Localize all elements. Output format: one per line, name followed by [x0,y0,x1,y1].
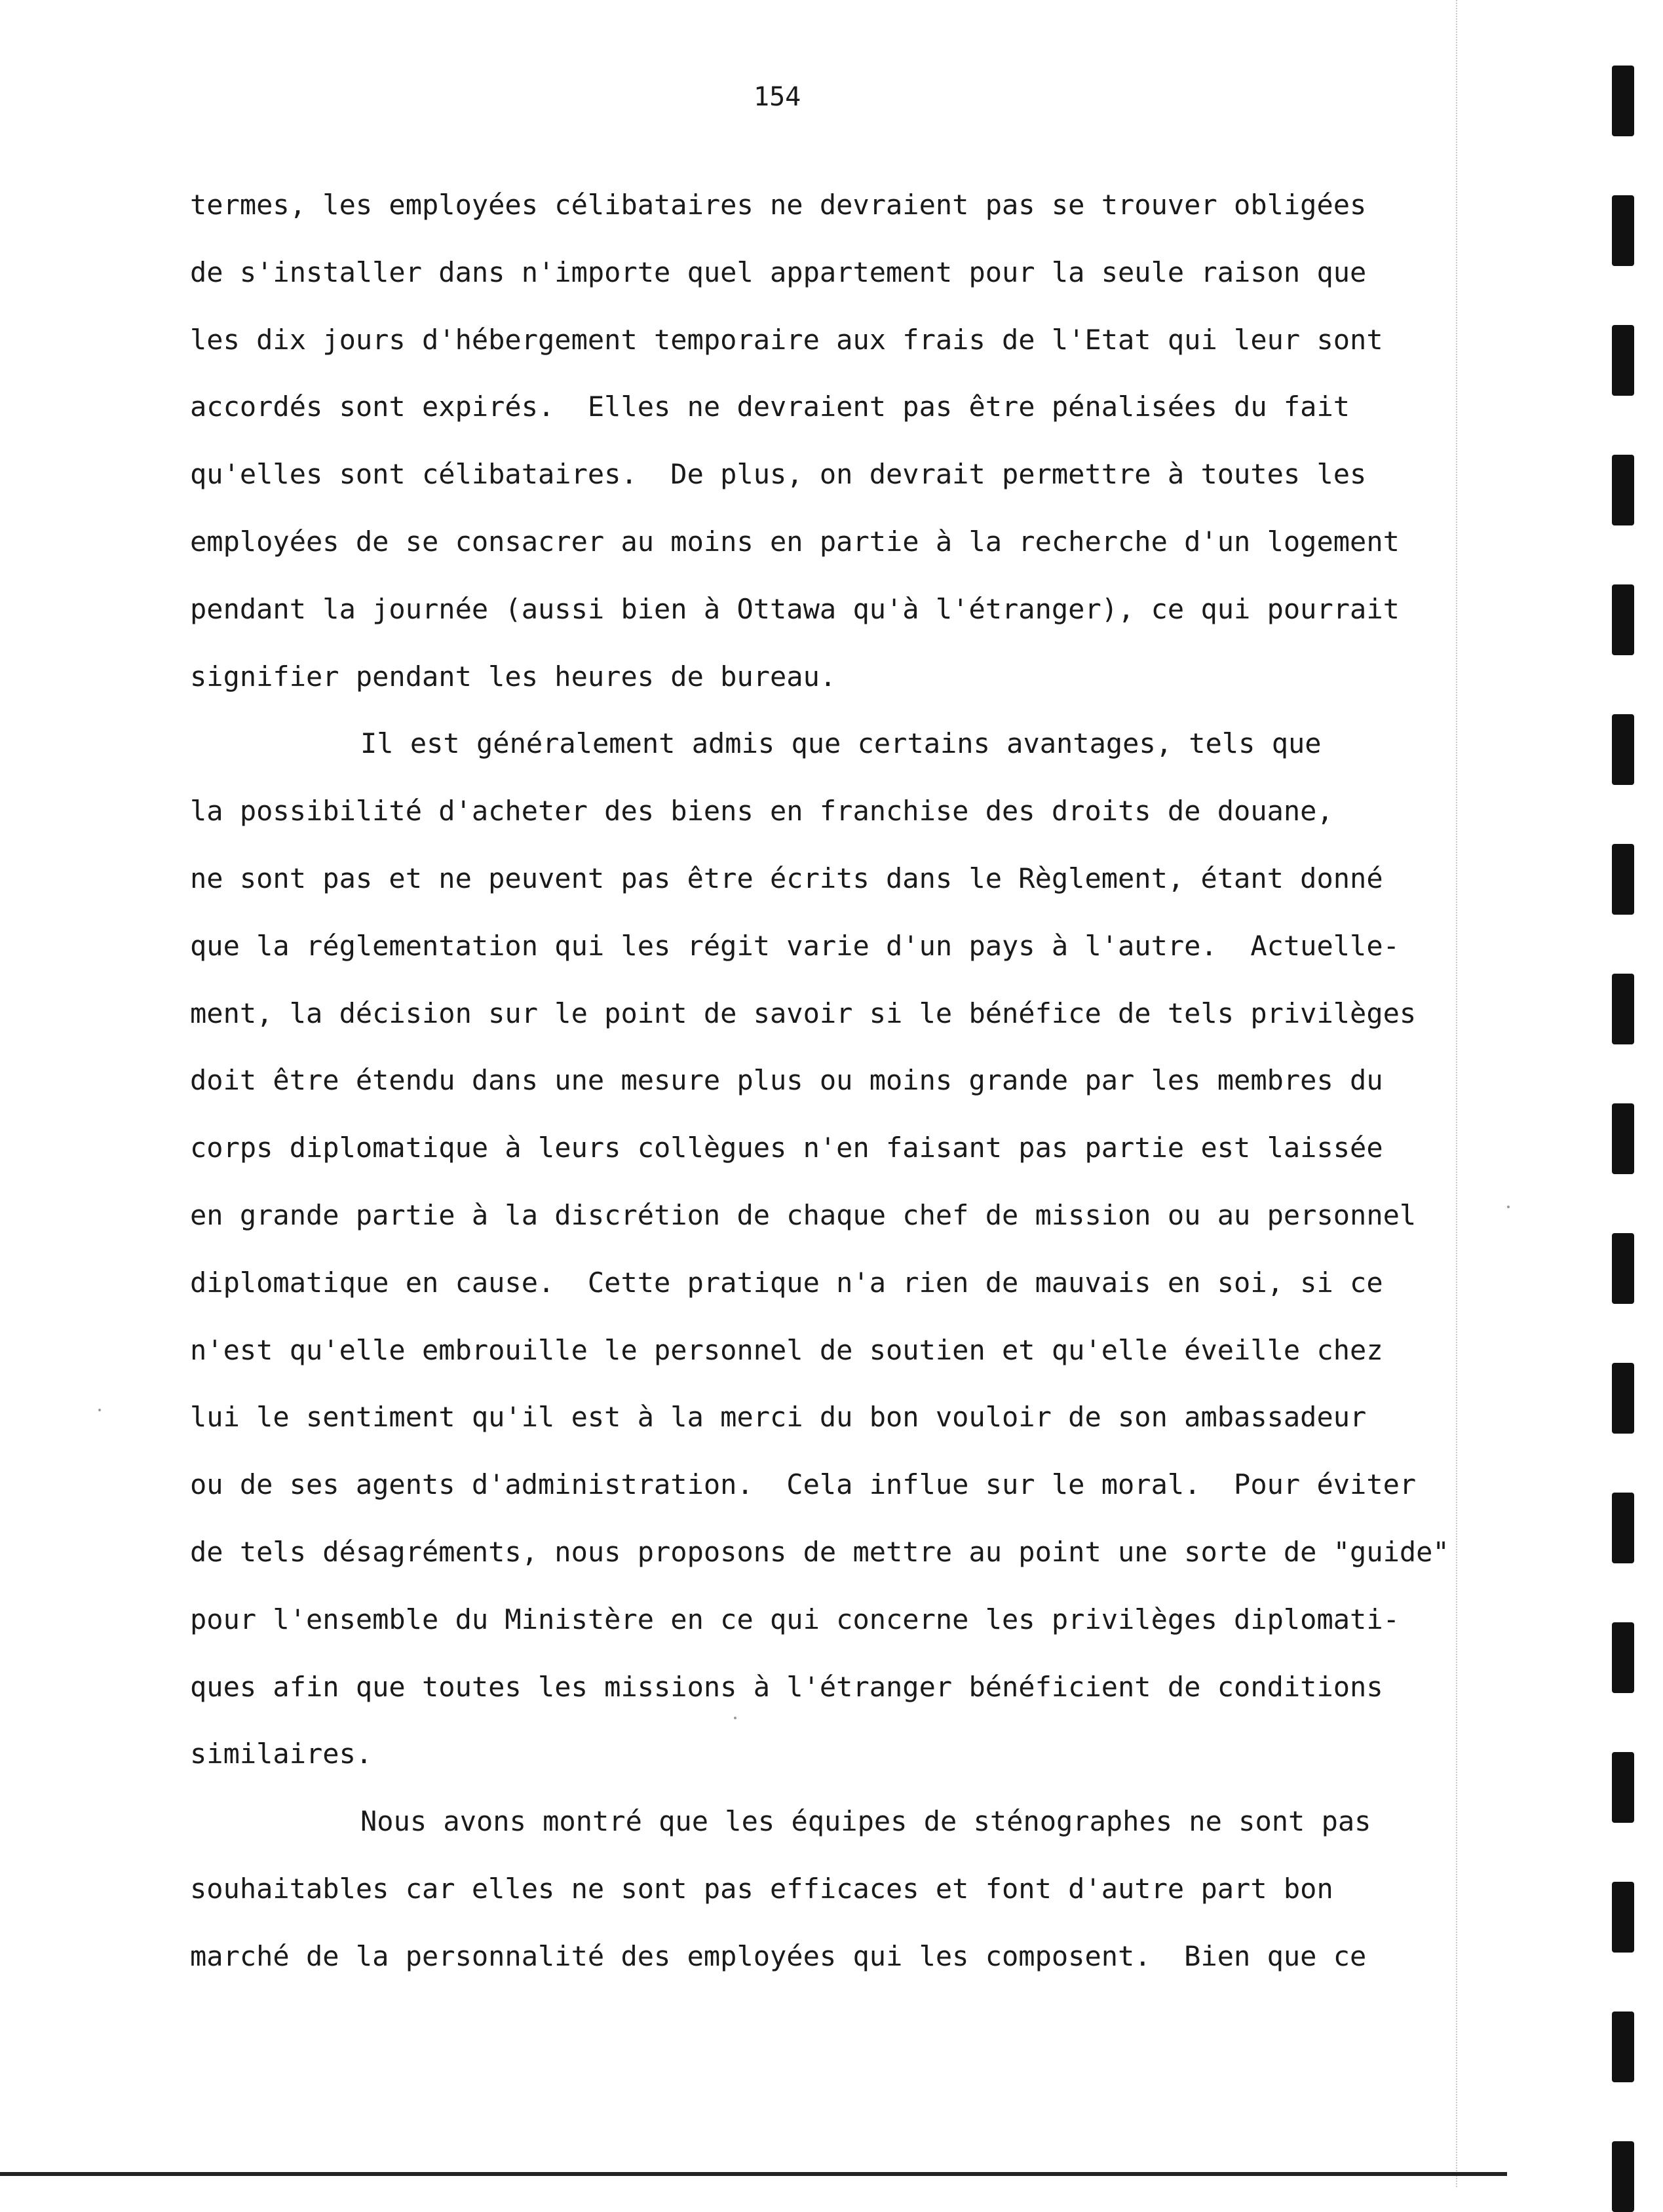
binder-hole-mark [1612,1233,1634,1304]
text-line: qu'elles sont célibataires. De plus, on devrait permettre à toutes les [190,458,1367,491]
paragraph-start-line: Il est généralement admis que certains avantages, tels que [360,727,1322,760]
text-line: de s'installer dans n'importe quel appartement pour la seule raison que [190,256,1367,288]
binder-hole-mark [1612,974,1634,1044]
text-line: doit être étendu dans une mesure plus ou moins grande par les membres du [190,1064,1383,1097]
binder-hole-mark [1612,1622,1634,1693]
binder-hole-mark [1612,584,1634,655]
binder-hole-mark [1612,455,1634,525]
scan-speck [1507,1206,1510,1208]
binder-hole-mark [1612,66,1634,136]
scan-speck [734,1717,736,1719]
page-fold-line [1456,0,1457,2187]
binder-hole-mark [1612,2012,1634,2082]
text-line: diplomatique en cause. Cette pratique n'a rien de mauvais en soi, si ce [190,1266,1383,1299]
binder-hole-mark [1612,1752,1634,1823]
binder-hole-mark [1612,325,1634,396]
text-line: les dix jours d'hébergement temporaire aux frais de l'Etat qui leur sont [190,323,1383,356]
text-line: corps diplomatique à leurs collègues n'en faisant pas partie est laissée [190,1132,1383,1164]
text-line: employées de se consacrer au moins en partie à la recherche d'un logement [190,525,1400,558]
text-line: signifier pendant les heures de bureau. [190,660,837,693]
binder-hole-strip [1612,52,1638,2182]
bottom-edge-rule [0,2172,1507,2176]
text-line: en grande partie à la discrétion de chaque chef de mission ou au personnel [190,1198,1417,1231]
body-text [190,182,1448,2001]
text-line: pour l'ensemble du Ministère en ce qui concerne les privilèges diplomati- [190,1603,1400,1635]
text-line: n'est qu'elle embrouille le personnel de soutien et qu'elle éveille chez [190,1333,1383,1366]
text-line: pendant la journée (aussi bien à Ottawa qu'à l'étranger), ce qui pourrait [190,592,1400,625]
binder-hole-mark [1612,1363,1634,1434]
text-line: la possibilité d'acheter des biens en franchise des droits de douane, [190,795,1333,828]
page-number: 154 [754,82,801,112]
text-line: marché de la personnalité des employées qui les composent. Bien que ce [190,1939,1367,1972]
text-line: ques afin que toutes les missions à l'étranger bénéficient de conditions [190,1670,1383,1703]
text-line: de tels désagréments, nous proposons de mettre au point une sorte de "guide" [190,1535,1449,1568]
text-line: termes, les employées célibataires ne devraient pas se trouver obligées [190,189,1367,221]
text-line: ou de ses agents d'administration. Cela influe sur le moral. Pour éviter [190,1468,1417,1501]
text-line: ment, la décision sur le point de savoir si le bénéfice de tels privilèges [190,997,1417,1029]
text-line: souhaitables car elles ne sont pas efficaces et font d'autre part bon [190,1872,1333,1905]
text-line: similaires. [190,1738,373,1770]
binder-hole-mark [1612,1493,1634,1563]
text-line: lui le sentiment qu'il est à la merci du bon vouloir de son ambassadeur [190,1401,1367,1434]
binder-hole-mark [1612,714,1634,785]
scan-speck [98,1409,101,1411]
text-line: accordés sont expirés. Elles ne devraient pas être pénalisées du fait [190,391,1350,423]
binder-hole-mark [1612,844,1634,915]
text-line: ne sont pas et ne peuvent pas être écrits dans le Règlement, étant donné [190,862,1383,894]
binder-hole-mark [1612,2141,1634,2212]
text-line: que la réglementation qui les régit varie d'un pays à l'autre. Actuelle- [190,929,1400,962]
paragraph-start-line: Nous avons montré que les équipes de sténographes ne sont pas [360,1805,1371,1838]
binder-hole-mark [1612,195,1634,266]
binder-hole-mark [1612,1103,1634,1174]
binder-hole-mark [1612,1882,1634,1953]
